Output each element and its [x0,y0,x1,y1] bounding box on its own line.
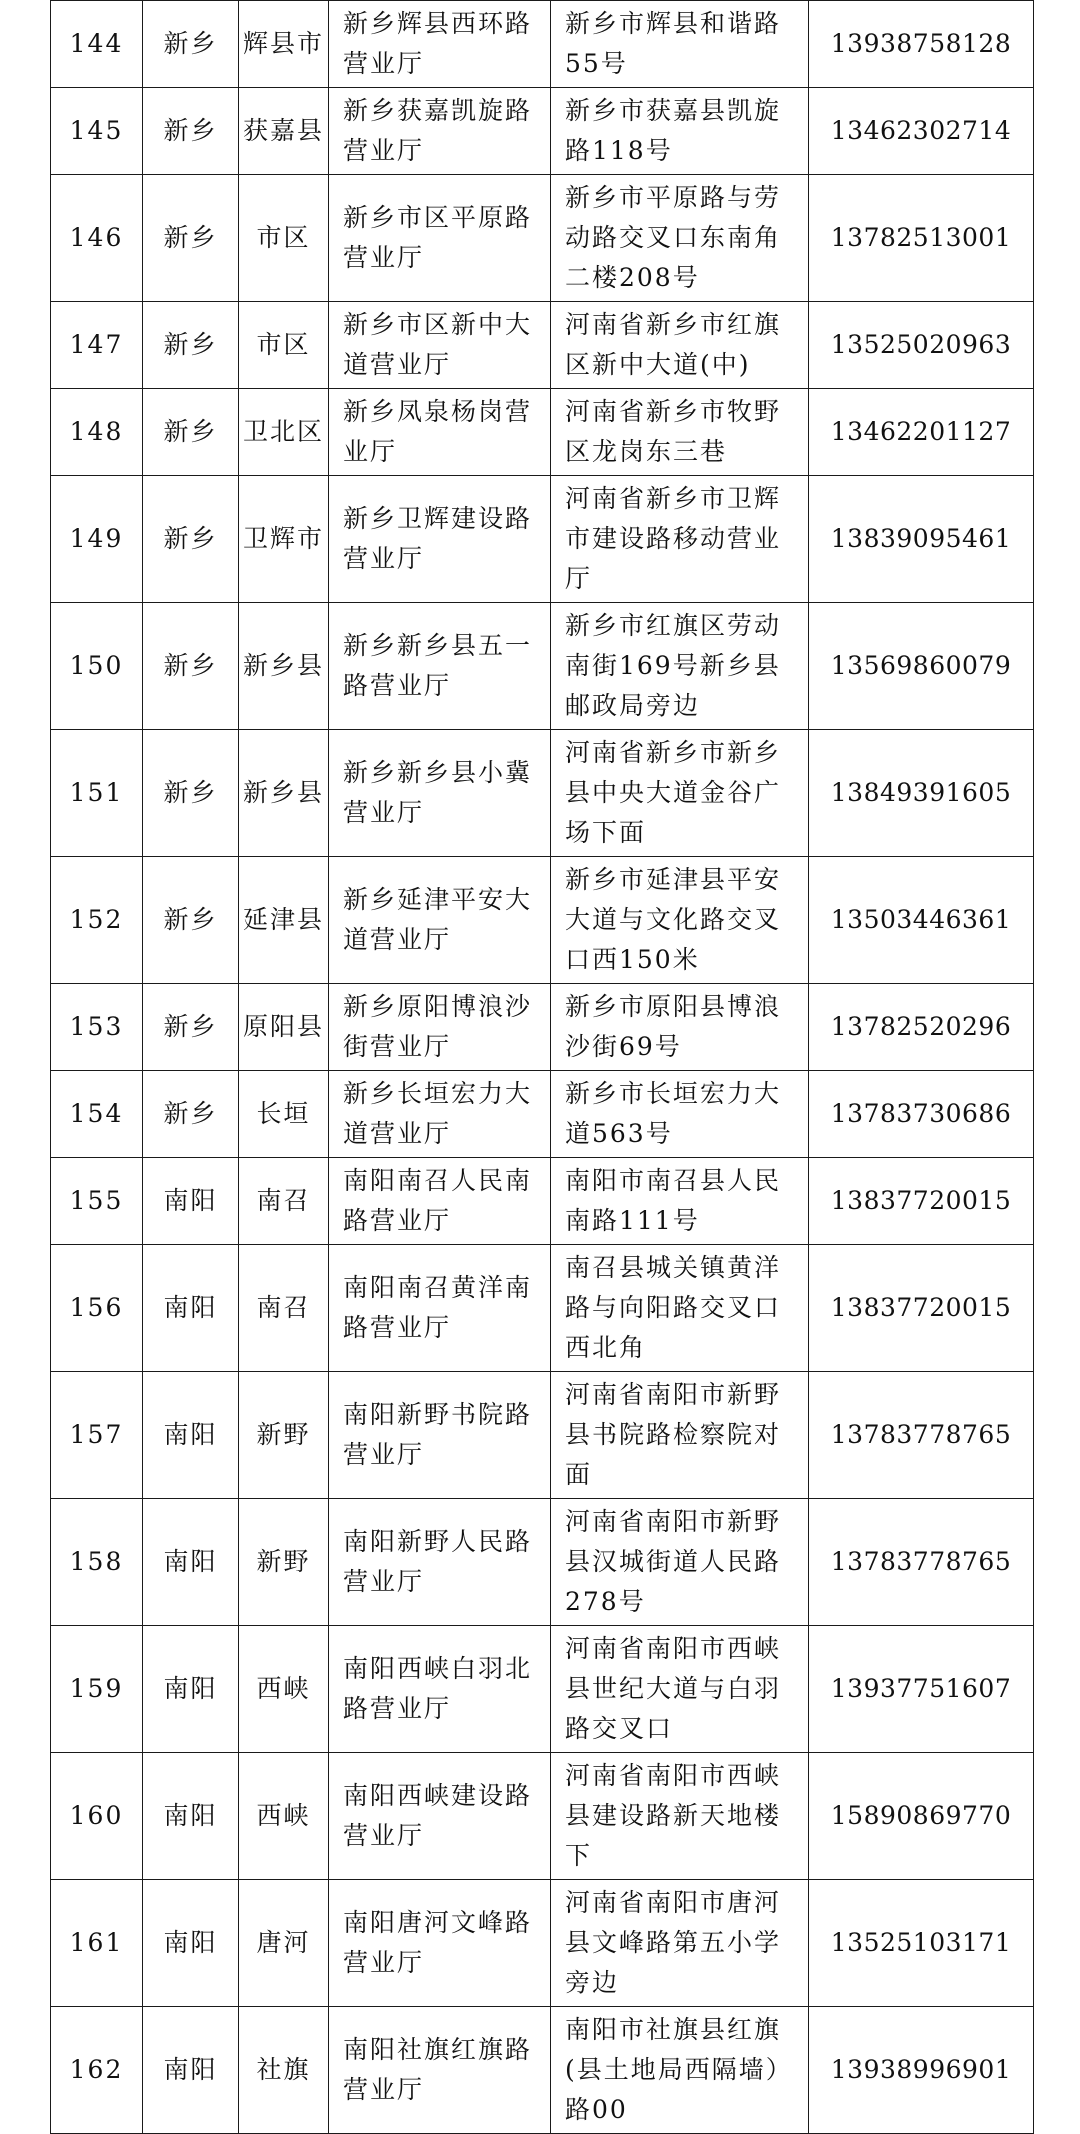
table-row [51,88,1034,175]
table-row [51,2007,1034,2134]
hall-name-cell: 新乡卫辉建设路营业厅 [329,476,551,603]
phone-cell: 13783730686 [809,1071,1034,1158]
city-cell: 新乡 [143,984,239,1071]
address-cell: 河南省南阳市新野县汉城街道人民路278号 [551,1499,809,1626]
address-cell: 新乡市获嘉县凯旋路118号 [551,88,809,175]
table-row [51,476,1034,603]
phone-cell: 13849391605 [809,730,1034,857]
table-row [51,1,1034,88]
row-number: 151 [51,730,143,857]
row-number: 158 [51,1499,143,1626]
city-cell: 新乡 [143,476,239,603]
phone-cell: 13462302714 [809,88,1034,175]
phone-cell: 13525020963 [809,302,1034,389]
county-cell: 辉县市 [239,1,329,88]
hall-name-cell: 南阳唐河文峰路营业厅 [329,1880,551,2007]
hall-name-cell: 南阳南召黄洋南路营业厅 [329,1245,551,1372]
hall-name-cell: 南阳新野书院路营业厅 [329,1372,551,1499]
table-row [51,1245,1034,1372]
row-number: 150 [51,603,143,730]
phone-cell: 13569860079 [809,603,1034,730]
county-cell: 新乡县 [239,730,329,857]
table-row [51,1158,1034,1245]
address-cell: 新乡市红旗区劳动南街169号新乡县邮政局旁边 [551,603,809,730]
data-table [50,0,1034,2134]
row-number: 145 [51,88,143,175]
hall-name-cell: 新乡辉县西环路营业厅 [329,1,551,88]
phone-cell: 13783778765 [809,1372,1034,1499]
row-number: 162 [51,2007,143,2134]
table-row [51,1753,1034,1880]
county-cell: 社旗 [239,2007,329,2134]
county-cell: 延津县 [239,857,329,984]
table-row [51,1626,1034,1753]
address-cell: 河南省南阳市西峡县建设路新天地楼下 [551,1753,809,1880]
phone-cell: 13525103171 [809,1880,1034,2007]
hall-name-cell: 南阳社旗红旗路营业厅 [329,2007,551,2134]
row-number: 146 [51,175,143,302]
service-hall-table [50,0,1033,2134]
phone-cell: 13837720015 [809,1158,1034,1245]
county-cell: 南召 [239,1245,329,1372]
city-cell: 新乡 [143,730,239,857]
county-cell: 西峡 [239,1626,329,1753]
phone-cell: 13462201127 [809,389,1034,476]
address-cell: 河南省新乡市新乡县中央大道金谷广场下面 [551,730,809,857]
city-cell: 新乡 [143,88,239,175]
phone-cell: 13783778765 [809,1499,1034,1626]
table-row [51,389,1034,476]
city-cell: 新乡 [143,857,239,984]
city-cell: 南阳 [143,1245,239,1372]
county-cell: 新野 [239,1499,329,1626]
city-cell: 南阳 [143,1753,239,1880]
city-cell: 新乡 [143,175,239,302]
phone-cell: 13937751607 [809,1626,1034,1753]
phone-cell: 13503446361 [809,857,1034,984]
county-cell: 市区 [239,302,329,389]
hall-name-cell: 新乡获嘉凯旋路营业厅 [329,88,551,175]
hall-name-cell: 新乡延津平安大道营业厅 [329,857,551,984]
city-cell: 南阳 [143,1626,239,1753]
address-cell: 新乡市辉县和谐路55号 [551,1,809,88]
hall-name-cell: 新乡新乡县小冀营业厅 [329,730,551,857]
table-row [51,175,1034,302]
address-cell: 河南省南阳市西峡县世纪大道与白羽路交叉口 [551,1626,809,1753]
hall-name-cell: 新乡市区新中大道营业厅 [329,302,551,389]
address-cell: 河南省新乡市红旗区新中大道(中) [551,302,809,389]
row-number: 148 [51,389,143,476]
address-cell: 新乡市原阳县博浪沙街69号 [551,984,809,1071]
city-cell: 南阳 [143,1880,239,2007]
address-cell: 新乡市长垣宏力大道563号 [551,1071,809,1158]
address-cell: 河南省南阳市唐河县文峰路第五小学旁边 [551,1880,809,2007]
county-cell: 原阳县 [239,984,329,1071]
hall-name-cell: 新乡新乡县五一路营业厅 [329,603,551,730]
hall-name-cell: 新乡凤泉杨岗营业厅 [329,389,551,476]
hall-name-cell: 南阳西峡白羽北路营业厅 [329,1626,551,1753]
row-number: 154 [51,1071,143,1158]
address-cell: 南阳市南召县人民南路111号 [551,1158,809,1245]
address-cell: 南召县城关镇黄洋路与向阳路交叉口西北角 [551,1245,809,1372]
row-number: 161 [51,1880,143,2007]
phone-cell: 13782520296 [809,984,1034,1071]
county-cell: 获嘉县 [239,88,329,175]
hall-name-cell: 新乡长垣宏力大道营业厅 [329,1071,551,1158]
row-number: 153 [51,984,143,1071]
city-cell: 新乡 [143,1,239,88]
phone-cell: 15890869770 [809,1753,1034,1880]
phone-cell: 13839095461 [809,476,1034,603]
address-cell: 新乡市平原路与劳动路交叉口东南角二楼208号 [551,175,809,302]
phone-cell: 13837720015 [809,1245,1034,1372]
row-number: 149 [51,476,143,603]
row-number: 157 [51,1372,143,1499]
city-cell: 南阳 [143,1158,239,1245]
county-cell: 唐河 [239,1880,329,2007]
county-cell: 新乡县 [239,603,329,730]
county-cell: 卫北区 [239,389,329,476]
city-cell: 新乡 [143,1071,239,1158]
hall-name-cell: 新乡市区平原路营业厅 [329,175,551,302]
county-cell: 长垣 [239,1071,329,1158]
row-number: 152 [51,857,143,984]
row-number: 160 [51,1753,143,1880]
row-number: 155 [51,1158,143,1245]
county-cell: 南召 [239,1158,329,1245]
address-cell: 河南省南阳市新野县书院路检察院对面 [551,1372,809,1499]
county-cell: 市区 [239,175,329,302]
table-row [51,302,1034,389]
phone-cell: 13782513001 [809,175,1034,302]
table-row [51,1071,1034,1158]
county-cell: 西峡 [239,1753,329,1880]
table-row [51,1880,1034,2007]
table-row [51,984,1034,1071]
hall-name-cell: 南阳西峡建设路营业厅 [329,1753,551,1880]
city-cell: 新乡 [143,389,239,476]
row-number: 147 [51,302,143,389]
address-cell: 新乡市延津县平安大道与文化路交叉口西150米 [551,857,809,984]
table-row [51,730,1034,857]
city-cell: 新乡 [143,302,239,389]
city-cell: 新乡 [143,603,239,730]
row-number: 144 [51,1,143,88]
county-cell: 卫辉市 [239,476,329,603]
address-cell: 河南省新乡市卫辉市建设路移动营业厅 [551,476,809,603]
county-cell: 新野 [239,1372,329,1499]
hall-name-cell: 新乡原阳博浪沙街营业厅 [329,984,551,1071]
city-cell: 南阳 [143,2007,239,2134]
city-cell: 南阳 [143,1372,239,1499]
address-cell: 南阳市社旗县红旗(县土地局西隔墙）路00 [551,2007,809,2134]
row-number: 156 [51,1245,143,1372]
city-cell: 南阳 [143,1499,239,1626]
table-body [51,1,1034,2134]
row-number: 159 [51,1626,143,1753]
table-row [51,1372,1034,1499]
hall-name-cell: 南阳南召人民南路营业厅 [329,1158,551,1245]
phone-cell: 13938758128 [809,1,1034,88]
hall-name-cell: 南阳新野人民路营业厅 [329,1499,551,1626]
table-row [51,1499,1034,1626]
table-row [51,603,1034,730]
phone-cell: 13938996901 [809,2007,1034,2134]
table-row [51,857,1034,984]
address-cell: 河南省新乡市牧野区龙岗东三巷 [551,389,809,476]
